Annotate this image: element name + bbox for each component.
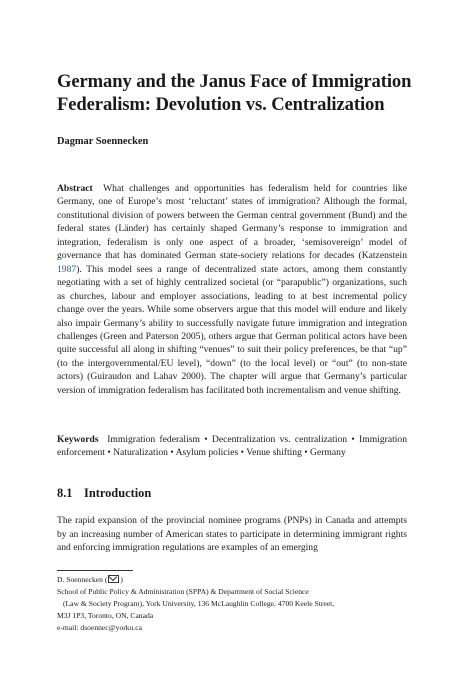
keywords-label: Keywords [57,434,99,445]
affiliation-line-1: School of Public Policy & Administration (SPPA) & Department of Social Science [57,586,309,596]
paper-title: Germany and the Janus Face of Immigration Federalism: Devolution vs. Centralization [57,71,412,115]
affiliation-email: e-mail: dsoennec@yorku.ca [57,622,143,632]
affiliation-line-3: M3J 1P3, Toronto, ON, Canada [57,610,154,620]
author-affiliation: D. Soennecken ( ) School of Public Policy & Administration (SPPA) & Department of Social Science (Law & Society Program), York University, 136 McLaughlin College, 4700 Keele Street, M3J 1P3, Toronto, ON, Canada e-mail: dsoennec@yorku.ca [57,574,417,634]
keywords-text: Immigration federalism • Decentralization vs. centralization • Immigration enforcement • Naturalization • Asylum policies • Venue shifting • Germany [57,434,408,459]
footnote-rule [57,570,133,571]
section-title: Introduction [84,486,152,500]
mail-icon [108,575,119,583]
citation-link[interactable]: 1987 [57,263,77,275]
section-number: 8.1 [57,486,73,500]
keywords [57,433,407,460]
abstract [57,182,407,397]
affiliation-author: D. Soennecken [57,575,103,584]
abstract-text-part-2: ). This model sees a range of decentralized state actors, among them constantly negotiating with a set of highly centralized societal (or “parapublic”) organizations, such as churches, labour and employer associations, leading to at best incremental policy change over the years. While some observers argue that this model will endure and likely also impair Germany’s ability to successfully navigate future immigration and integration challenges (Green and Paterson 2005), others argue that German political actors have been quite successful all along in shifting “venues” to suit their policy preferences, be that “up” (to the intergovernmental/EU level), “down” (to the local level) or “out” (to non-state actors) (Guiraudon and Lahav 2000). The chapter will argue that Germany’s particular version of immigration federalism has facilitated both incrementalism and venue shifting. [57,263,407,396]
intro-paragraph: The rapid expansion of the provincial nominee programs (PNPs) in Canada and attempts by an increasing number of American states to participate in determining immigrant rights and enforcing immigration regulations are examples of an emerging [57,515,407,554]
section-heading [57,486,151,501]
author-name: Dagmar Soennecken [57,136,149,147]
abstract-text-part-1: What challenges and opportunities has federalism held for countries like Germany, one of Europe’s most ‘reluctant’ states of immigration? Although the formal, constitutional division of powers between the German central government (Bund) and the federal states (Länder) has certainly shaped Germany’s response to immigration and integration, federalism is only one aspect of a broader, ‘semisovereign’ model of governance that has dominated German state-society relations for decades (Katzenstein [57,183,407,262]
abstract-label: Abstract [57,183,93,194]
affiliation-line-2: (Law & Society Program), York University, 136 McLaughlin College, 4700 Keele Street, [63,598,335,608]
